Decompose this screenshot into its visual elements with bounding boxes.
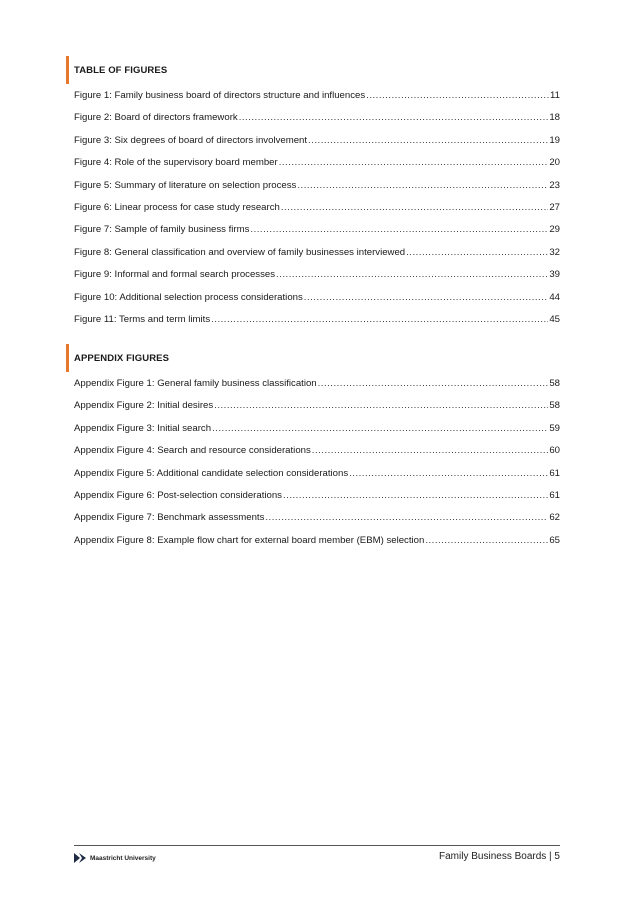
toc-entry[interactable] — [74, 378, 560, 400]
toc-entry-page: 58 — [549, 400, 560, 412]
footer-divider — [74, 845, 560, 846]
toc-entry-page: 60 — [549, 445, 560, 457]
toc-entry-label: Figure 8: General classification and overview of family businesses interviewed — [74, 246, 406, 258]
dot-leader — [304, 292, 549, 303]
toc-entry-label: Figure 5: Summary of literature on selection process — [74, 179, 297, 191]
toc-entry-label: Appendix Figure 6: Post-selection considerations — [74, 489, 282, 501]
appendix-heading: APPENDIX FIGURES — [74, 353, 170, 364]
toc-entry[interactable] — [74, 269, 560, 291]
dot-leader — [239, 112, 549, 123]
toc-entry[interactable] — [74, 400, 560, 422]
dot-leader — [297, 180, 548, 191]
toc-entry-page: 62 — [549, 512, 560, 524]
toc-entry-page: 59 — [549, 422, 560, 434]
dot-leader — [283, 490, 548, 501]
toc-entry-label: Appendix Figure 2: Initial desires — [74, 400, 214, 412]
toc-entry[interactable] — [74, 157, 560, 179]
dot-leader — [406, 247, 548, 258]
dot-leader — [281, 202, 548, 213]
toc-entry[interactable] — [74, 423, 560, 445]
toc-entry[interactable] — [74, 112, 560, 134]
dot-leader — [308, 135, 548, 146]
figures-heading-row — [74, 56, 560, 84]
toc-entry-page: 61 — [549, 467, 560, 479]
toc-entry[interactable] — [74, 535, 560, 557]
dot-leader — [349, 468, 548, 479]
toc-entry[interactable] — [74, 490, 560, 512]
appendix-list — [74, 378, 560, 557]
dot-leader — [214, 400, 548, 411]
toc-entry-page: 65 — [549, 534, 560, 546]
dot-leader — [276, 269, 548, 280]
appendix-accent-bar — [66, 344, 69, 372]
toc-entry-page: 23 — [549, 179, 560, 191]
toc-entry-label: Appendix Figure 3: Initial search — [74, 422, 212, 434]
toc-entry-page: 58 — [549, 378, 560, 389]
figures-accent-bar — [66, 56, 69, 84]
dot-leader — [265, 512, 548, 523]
figures-section — [74, 56, 560, 336]
toc-entry-page: 20 — [549, 157, 560, 169]
toc-entry-page: 11 — [550, 90, 560, 101]
toc-entry[interactable] — [74, 247, 560, 269]
dot-leader — [425, 535, 548, 546]
toc-entry-label: Figure 6: Linear process for case study research — [74, 201, 280, 213]
toc-entry-label: Figure 3: Six degrees of board of directors involvement — [74, 134, 308, 146]
toc-entry[interactable] — [74, 135, 560, 157]
toc-entry-label: Appendix Figure 4: Search and resource considerations — [74, 445, 311, 457]
toc-entry[interactable] — [74, 512, 560, 534]
toc-entry-page: 45 — [549, 313, 560, 325]
dot-leader — [366, 90, 549, 101]
toc-entry-page: 19 — [549, 134, 560, 146]
toc-entry[interactable] — [74, 180, 560, 202]
toc-entry-page: 61 — [549, 489, 560, 501]
toc-entry-label: Figure 10: Additional selection process considerations — [74, 291, 303, 303]
dot-leader — [318, 378, 549, 389]
dot-leader — [279, 157, 549, 168]
university-logo-text: Maastricht University — [90, 854, 156, 862]
toc-entry[interactable] — [74, 445, 560, 467]
university-logo — [74, 853, 156, 863]
dot-leader — [312, 445, 549, 456]
toc-entry-label: Figure 11: Terms and term limits — [74, 313, 211, 325]
toc-entry[interactable] — [74, 292, 560, 314]
toc-entry-page: 27 — [549, 201, 560, 213]
toc-entry-page: 29 — [549, 224, 560, 236]
footer-title-page: Family Business Boards | 5 — [439, 851, 560, 862]
toc-entry-label: Appendix Figure 8: Example flow chart for external board member (EBM) selection — [74, 534, 425, 546]
toc-entry[interactable] — [74, 224, 560, 246]
figures-heading: TABLE OF FIGURES — [74, 65, 168, 76]
appendix-section — [74, 344, 560, 557]
figures-list — [74, 90, 560, 336]
toc-entry-label: Figure 2: Board of directors framework — [74, 112, 238, 124]
toc-entry-label: Figure 7: Sample of family business firms — [74, 224, 250, 236]
toc-entry-label: Figure 4: Role of the supervisory board member — [74, 157, 278, 169]
toc-entry[interactable] — [74, 314, 560, 336]
toc-entry-page: 39 — [549, 269, 560, 281]
toc-entry-label: Appendix Figure 5: Additional candidate selection considerations — [74, 467, 349, 479]
dot-leader — [212, 423, 548, 434]
toc-entry-label: Appendix Figure 7: Benchmark assessments — [74, 512, 265, 524]
toc-entry-page: 18 — [549, 112, 560, 124]
toc-entry[interactable] — [74, 90, 560, 112]
appendix-heading-row — [74, 344, 560, 372]
dot-leader — [211, 314, 548, 325]
toc-entry-label: Appendix Figure 1: General family business classification — [74, 378, 317, 389]
toc-entry-label: Figure 9: Informal and formal search processes — [74, 269, 276, 281]
university-logo-icon — [74, 853, 86, 863]
toc-entry[interactable] — [74, 202, 560, 224]
toc-entry-label: Figure 1: Family business board of directors structure and influences — [74, 90, 366, 101]
toc-entry-page: 32 — [549, 246, 560, 258]
dot-leader — [250, 224, 548, 235]
toc-entry-page: 44 — [549, 291, 560, 303]
toc-entry[interactable] — [74, 468, 560, 490]
